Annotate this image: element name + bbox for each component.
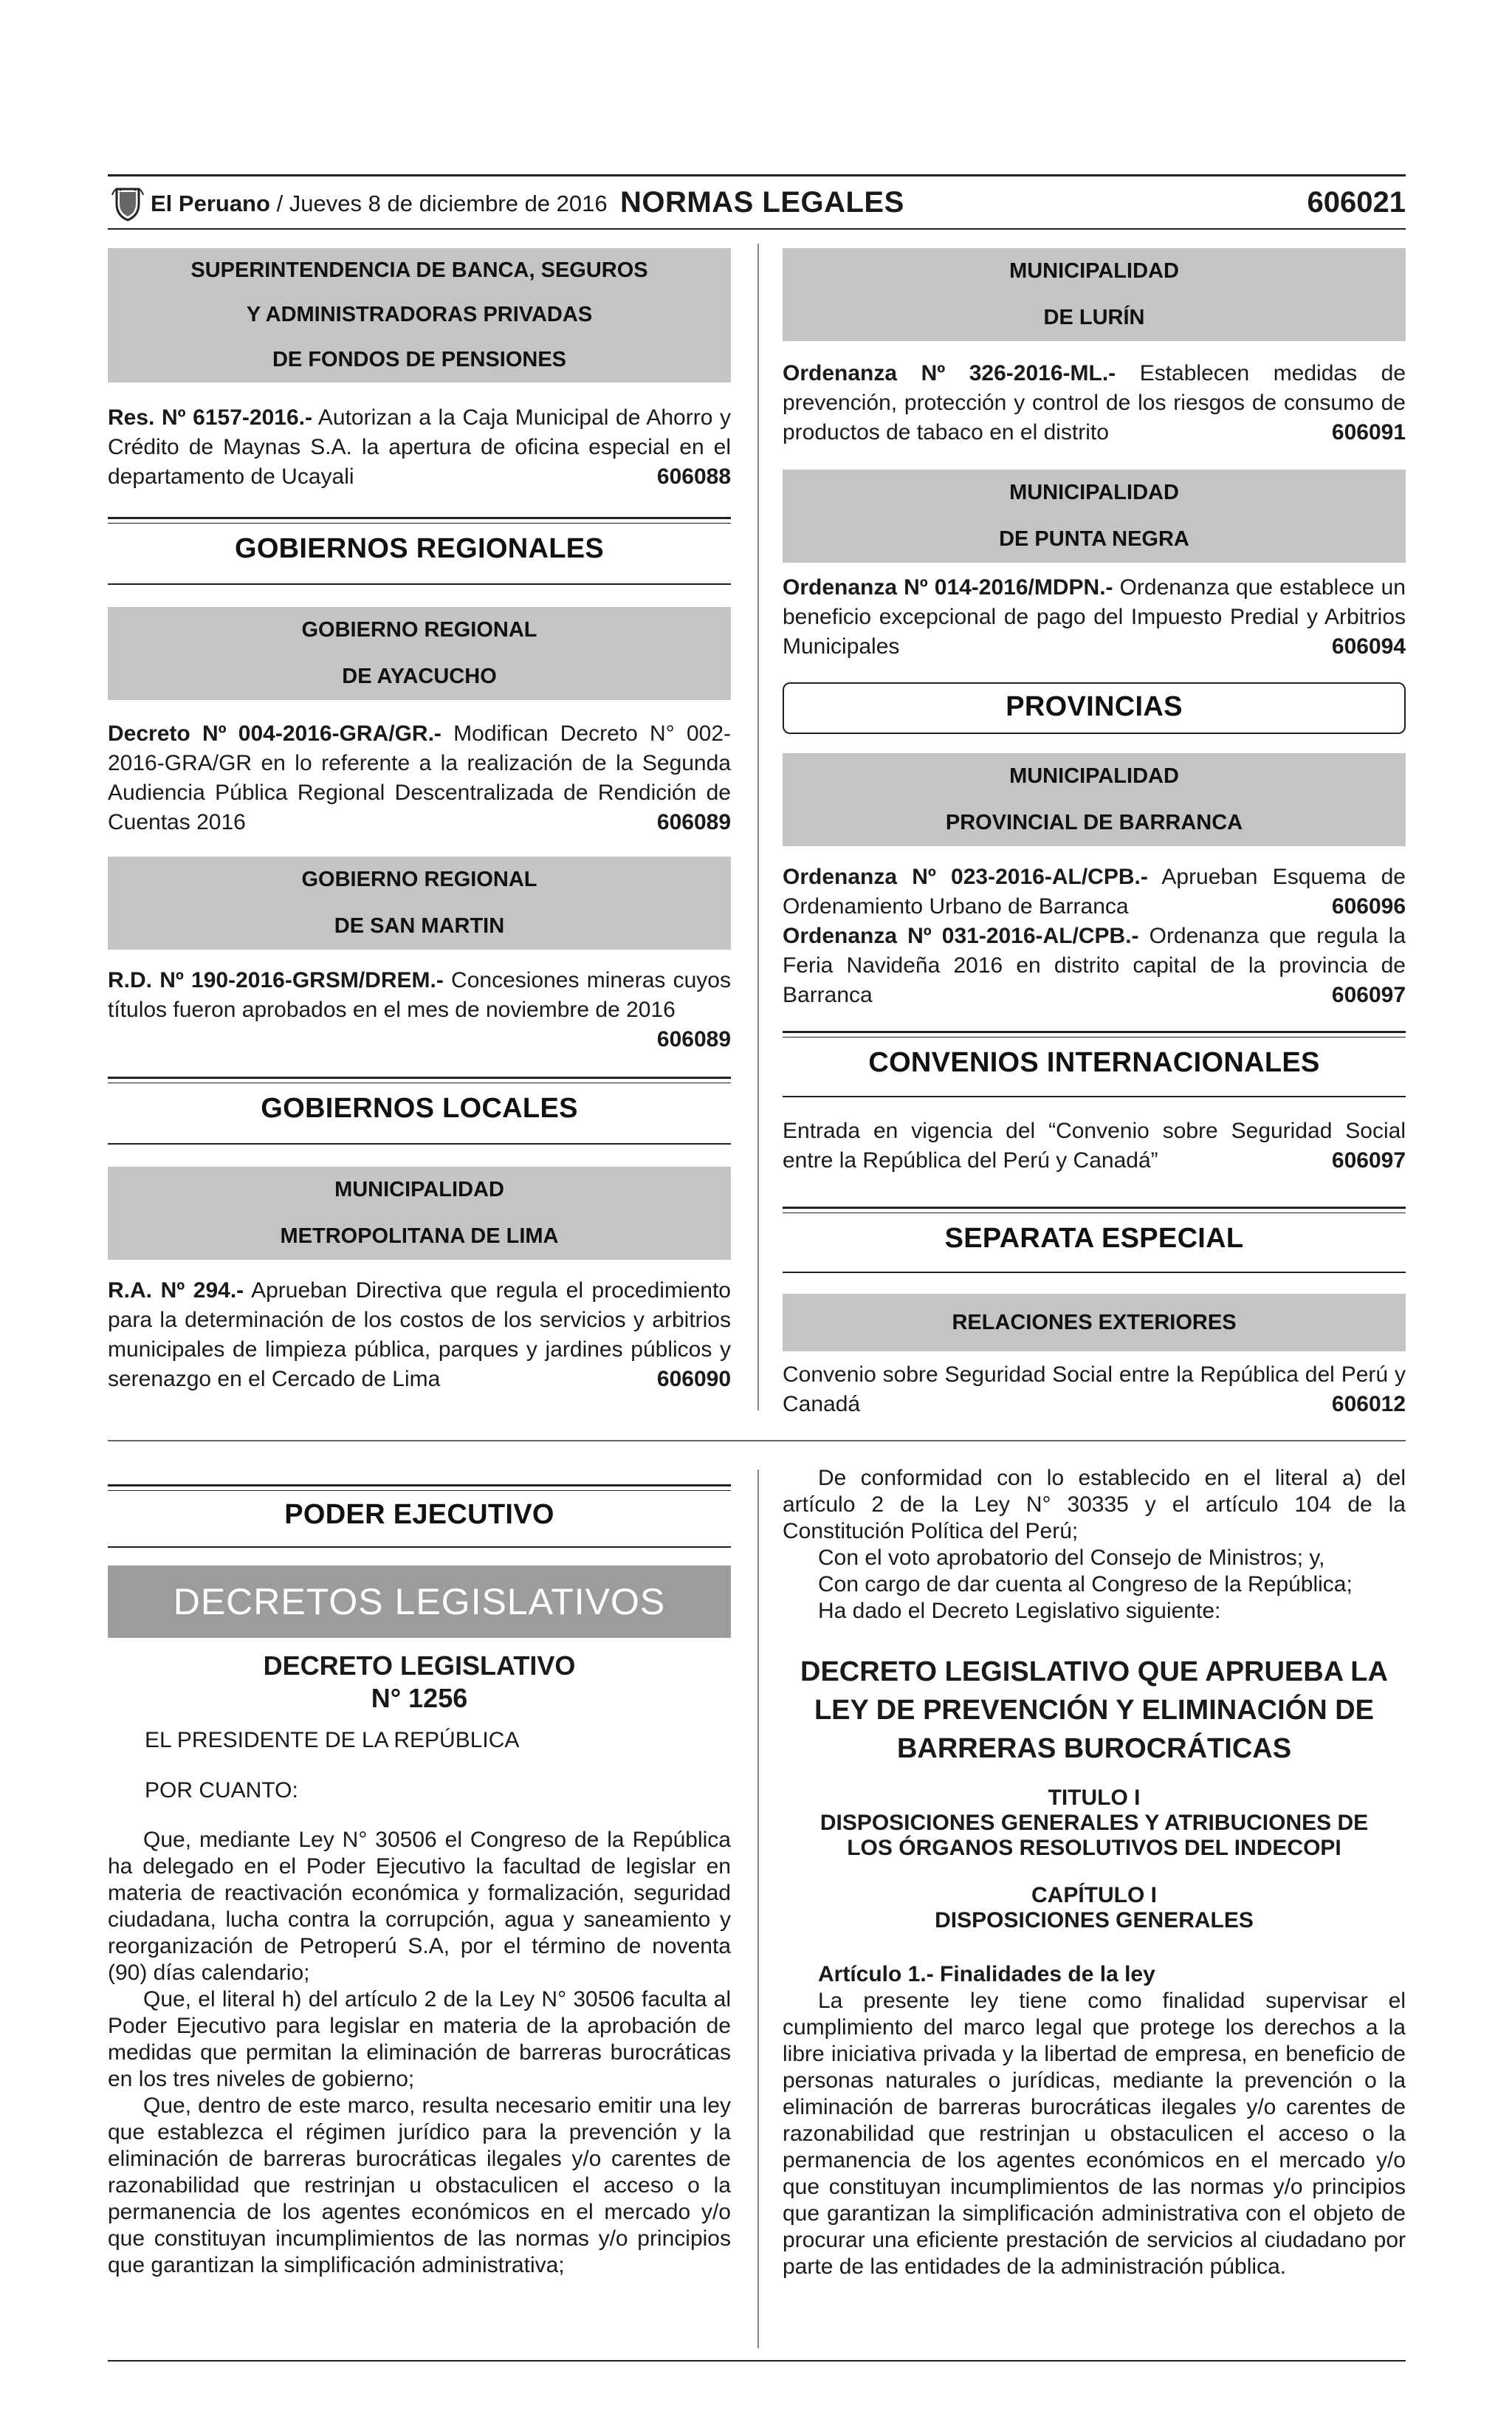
summary-entry-barranca-1[interactable]: Ordenanza Nº 023-2016-AL/CPB.- Aprueban Esquema de Ordenamiento Urbano de Barranca 606096 [783,865,1406,919]
section-rule [108,1546,731,1548]
section-title: NORMAS LEGALES [620,186,904,219]
heading-convenios: CONVENIOS INTERNACIONALES [868,1047,1320,1078]
summary-entry-sanmartin[interactable]: R.D. Nº 190-2016-GRSM/DREM.- Concesiones mineras cuyos títulos fueron aprobados en el mes de noviembre de 2016 606089 [108,968,731,1052]
capitulo-heading: CAPÍTULO I DISPOSICIONES GENERALES [935,1883,1254,1932]
section-rule [108,1484,731,1491]
ayacucho-box: GOBIERNO REGIONAL DE AYACUCHO [108,607,731,700]
puntanegra-box: MUNICIPALIDAD DE PUNTA NEGRA [783,470,1406,563]
summary-entry-sbs[interactable]: Res. Nº 6157-2016.- Autorizan a la Caja Municipal de Ahorro y Crédito de Maynas S.A. la apertura de oficina especial en el departamento de Ucayali 606088 [108,405,731,489]
summary-entry-convenios[interactable]: Entrada en vigencia del “Convenio sobre Seguridad Social entre la República del Perú y Canadá” 606097 [783,1119,1406,1173]
paragraph: Que, dentro de este marco, resulta necesario emitir una ley que establezca el régimen jurídico para la prevención y la eliminación de barreras burocráticas ilegales y/o carentes de razonabilidad que restrinjan u obstaculicen el acceso o la permanencia de los agentes económicos en el mercado y/o que constituyan incumplimientos de las normas y/o principios que garantizan la simplificación administrativa; [108,2093,731,2277]
summary-entry-ayacucho[interactable]: Decreto Nº 004-2016-GRA/GR.- Modifican Decreto N° 002-2016-GRA/GR en lo referente a la realización de la Segunda Audiencia Pública Regional Descentralizada de Rendición de Cuentas 2016 606089 [108,721,731,834]
decree-title: DECRETO LEGISLATIVO N° 1256 [263,1650,576,1713]
relaciones-box: RELACIONES EXTERIORES [783,1294,1406,1351]
sanmartin-box: GOBIERNO REGIONAL DE SAN MARTIN [108,857,731,950]
section-rule [108,583,731,585]
section-rule [783,1096,1406,1097]
heading-provincias: PROVINCIAS [1006,691,1183,722]
section-rule [783,1207,1406,1213]
summary-entry-barranca-2[interactable]: Ordenanza Nº 031-2016-AL/CPB.- Ordenanza que regula la Feria Navideña 2016 en distrito capital de la provincia de Barranca 606097 [783,924,1406,1007]
lurin-box: MUNICIPALIDAD DE LURÍN [783,248,1406,341]
section-rule [783,1031,1406,1038]
lima-box: MUNICIPALIDAD METROPOLITANA DE LIMA [108,1167,731,1260]
summary-entry-lurin[interactable]: Ordenanza Nº 326-2016-ML.- Establecen medidas de prevención, protección y control de los riesgos de consumo de productos de tabaco en el distrito 606091 [783,361,1406,445]
paragraph: Con el voto aprobatorio del Consejo de Ministros; y, [818,1546,1325,1570]
por-cuanto: POR CUANTO: [145,1778,298,1803]
article-1 [783,1961,1406,2280]
summary-entry-separata[interactable]: Convenio sobre Seguridad Social entre la República del Perú y Canadá 606012 [783,1362,1406,1416]
paragraph: Con cargo de dar cuenta al Congreso de la República; [818,1572,1353,1597]
summary-bottom-rule [108,1440,1406,1441]
paragraph: De conformidad con lo establecido en el literal a) del artículo 2 de la Ley N° 30335 y el artículo 104 de la Constitución Política del Perú; [783,1466,1406,1543]
decree-preamble-right [783,1465,1406,1625]
header-top-rule [108,174,1406,176]
summary-column-divider [757,244,759,1410]
paragraph: La presente ley tiene como finalidad supervisar el cumplimiento del marco legal que protege los derechos a la libre iniciativa privada y la libertad de empresa, en beneficio de personas naturales o jurídicas, mediante la prevención o la eliminación de barreras burocráticas ilegales y/o carentes de razonabilidad que restrinjan u obstaculicen el acceso o la permanencia de los agentes económicos en el mercado y/o que constituyan incumplimientos de las normas y/o principios que garantizan la simplificación administrativa con el objeto de procurar una eficiente prestación de servicios al ciudadano por parte de las entidades de la administración pública. [783,1989,1406,2279]
summary-entry-puntanegra[interactable]: Ordenanza Nº 014-2016/MDPN.- Ordenanza que establece un beneficio excepcional de pago del Impuesto Predial y Arbitrios Municipales 606094 [783,575,1406,659]
page-header [111,182,1406,224]
article-heading: Artículo 1.- Finalidades de la ley [818,1962,1155,1986]
paragraph: Ha dado el Decreto Legislativo siguiente: [818,1599,1221,1623]
header-bottom-rule [108,228,1406,230]
heading-separata: SEPARATA ESPECIAL [944,1223,1244,1254]
section-rule [783,1272,1406,1273]
president-line: EL PRESIDENTE DE LA REPÚBLICA [145,1728,520,1752]
section-rule [108,517,731,524]
titulo-heading: TITULO I DISPOSICIONES GENERALES Y ATRIBUCIONES DE LOS ÓRGANOS RESOLUTIVOS DEL INDECOPI [819,1786,1369,1860]
page-number: 606021 [1307,186,1406,219]
summary-entry-lima[interactable]: R.A. Nº 294.- Aprueban Directiva que regula el procedimiento para la determinación de los costos de los servicios y arbitrios municipales de limpieza pública, parques y jardines públicos y serenazgo en el Cercado de Lima 606090 [108,1278,731,1391]
body-column-divider [757,1469,759,2348]
paragraph: Que, el literal h) del artículo 2 de la Ley N° 30506 faculta al Poder Ejecutivo para legislar en materia de la aprobación de medidas que permitan la eliminación de barreras burocráticas en los tres niveles de gobierno; [108,1987,731,2091]
section-rule [108,1143,731,1145]
sbs-box: SUPERINTENDENCIA DE BANCA, SEGUROS Y ADMINISTRADORAS PRIVADAS DE FONDOS DE PENSIONES [108,248,731,383]
decree-preamble-left [108,1827,731,2279]
newspaper-name: El Peruano / Jueves 8 de diciembre de 2016 [151,191,608,216]
page-bottom-rule [108,2360,1406,2362]
law-title: DECRETO LEGISLATIVO QUE APRUEBA LA LEY DE PREVENCIÓN Y ELIMINACIÓN DE BARRERAS BUROCRÁTICAS [800,1656,1388,1764]
heading-poder-ejecutivo: PODER EJECUTIVO [284,1499,554,1530]
barranca-box: MUNICIPALIDAD PROVINCIAL DE BARRANCA [783,753,1406,846]
heading-gobiernos-locales: GOBIERNOS LOCALES [261,1093,578,1124]
section-rule [108,1077,731,1083]
heading-gobiernos-regionales: GOBIERNOS REGIONALES [234,533,605,564]
decretos-legislativos-banner: DECRETOS LEGISLATIVOS [108,1565,731,1638]
paragraph: Que, mediante Ley N° 30506 el Congreso de la República ha delegado en el Poder Ejecutivo la facultad de legislar en materia de reactivación económica y formalización, seguridad ciudadana, lucha contra la corrupción, agua y saneamiento y reorganización de Petroperú S.A, por el término de noventa (90) días calendario; [108,1828,731,1985]
coat-of-arms-icon [111,185,145,222]
